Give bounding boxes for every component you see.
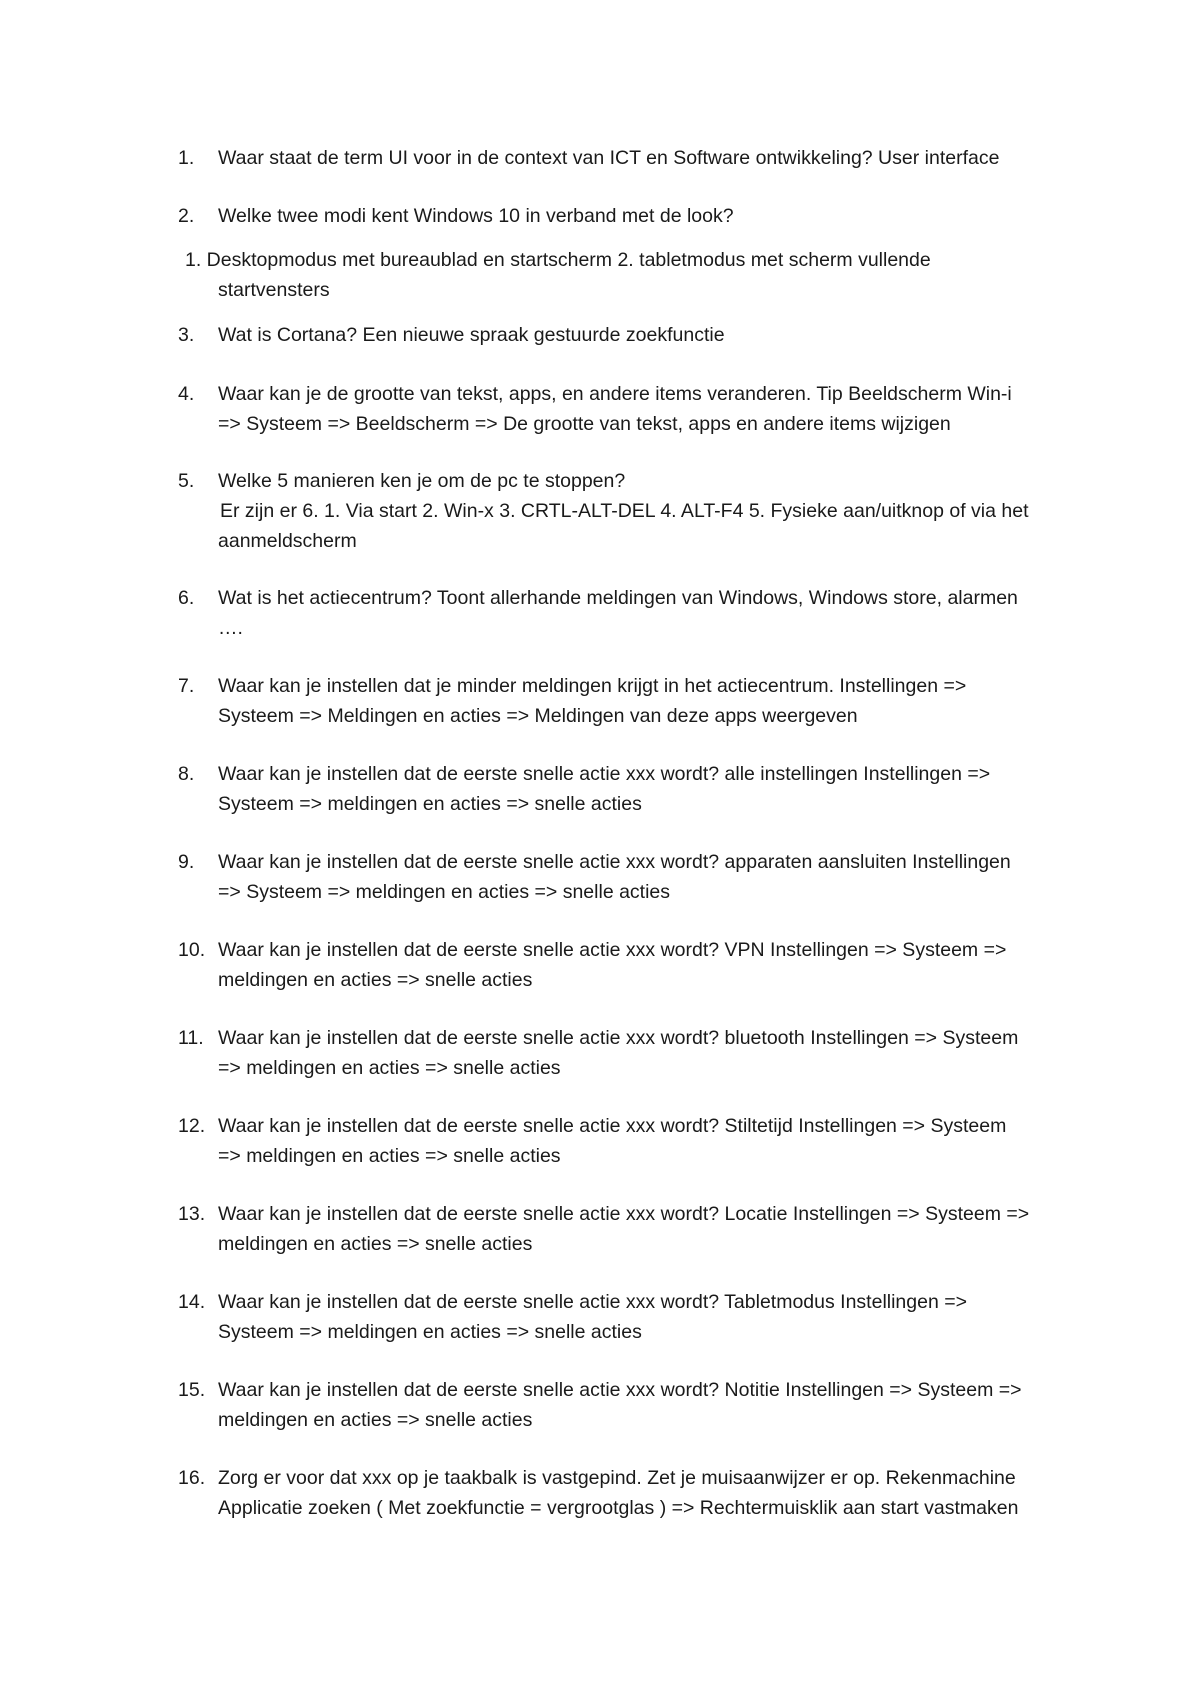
item-line: Systeem => meldingen en acties => snelle acties [218,1321,642,1343]
item-line: meldingen en acties => snelle acties [218,969,533,991]
item-number: 8. [178,763,195,785]
item-text [218,671,1068,731]
item-line: Systeem => Meldingen en acties => Meldingen van deze apps weergeven [218,705,858,727]
item-text [218,1023,1068,1083]
item-text [218,847,1068,907]
item-line: Waar staat de term UI voor in de context van ICT en Software ontwikkeling? User interface [218,147,1000,169]
item-line: Waar kan je instellen dat de eerste snelle actie xxx wordt? apparaten aansluiten Instellingen [218,851,1011,873]
item-line: Applicatie zoeken ( Met zoekfunctie = vergrootglas ) => Rechtermuisklik aan start vastmaken [218,1497,1019,1519]
item-line: Waar kan je instellen dat je minder meldingen krijgt in het actiecentrum. Instellingen => [218,675,967,697]
item-text [218,143,1068,173]
item-text [218,1463,1068,1523]
item-number: 12. [178,1115,206,1137]
item-line: Welke 5 manieren ken je om de pc te stoppen? [218,470,626,492]
item-text [218,320,1068,350]
item-line: Systeem => meldingen en acties => snelle acties [218,793,642,815]
item-line: => meldingen en acties => snelle acties [218,1145,561,1167]
item-number: 11. [178,1027,204,1049]
item-number: 3. [178,324,195,346]
item-number: 1. [178,147,195,169]
item-number: 10. [178,939,206,961]
item-text [218,1199,1068,1259]
item-line: …. [218,617,243,639]
item-line: aanmeldscherm [218,530,357,552]
item-text [218,201,1068,231]
item-text [218,759,1068,819]
item-line: => Systeem => meldingen en acties => snelle acties [218,881,671,903]
item-number: 5. [178,470,195,492]
item-line: Waar kan je instellen dat de eerste snelle actie xxx wordt? Tabletmodus Instellingen => [218,1291,968,1313]
item-number: 16. [178,1467,206,1489]
item-text [218,935,1068,995]
item-line: Waar kan je instellen dat de eerste snelle actie xxx wordt? Notitie Instellingen => Systeem => [218,1379,1022,1401]
item-line: Waar kan je instellen dat de eerste snelle actie xxx wordt? bluetooth Instellingen => Systeem [218,1027,1019,1049]
item-number: 7. [178,675,195,697]
item-line: Welke twee modi kent Windows 10 in verband met de look? [218,205,734,227]
item-line: Waar kan je instellen dat de eerste snelle actie xxx wordt? VPN Instellingen => Systeem => [218,939,1007,961]
item-text [218,1287,1068,1347]
item-text [218,466,1068,556]
item-line: Wat is het actiecentrum? Toont allerhande meldingen van Windows, Windows store, alarmen [218,587,1018,609]
item-number: 14. [178,1291,206,1313]
item-number: 4. [178,383,195,405]
item-line: Waar kan je instellen dat de eerste snelle actie xxx wordt? Stiltetijd Instellingen => Systeem [218,1115,1007,1137]
item-line: Waar kan je instellen dat de eerste snelle actie xxx wordt? Locatie Instellingen => Systeem => [218,1203,1030,1225]
item-number: 13. [178,1203,206,1225]
item-line: Wat is Cortana? Een nieuwe spraak gestuurde zoekfunctie [218,324,725,346]
item-line: Er zijn er 6. 1. Via start 2. Win-x 3. CRTL-ALT-DEL 4. ALT-F4 5. Fysieke aan/uitknop of via het [220,500,1029,522]
item-line: Zorg er voor dat xxx op je taakbalk is vastgepind. Zet je muisaanwijzer er op. Rekenmachine [218,1467,1016,1489]
answer-2 [185,245,1085,305]
item-number: 2. [178,205,195,227]
item-line: Waar kan je instellen dat de eerste snelle actie xxx wordt? alle instellingen Instellingen => [218,763,991,785]
item-text [218,583,1068,643]
item-text [218,1375,1068,1435]
item-number: 6. [178,587,195,609]
item-line: => Systeem => Beeldscherm => De grootte van tekst, apps en andere items wijzigen [218,413,951,435]
item-line: => meldingen en acties => snelle acties [218,1057,561,1079]
item-number: 9. [178,851,195,873]
item-line: meldingen en acties => snelle acties [218,1409,533,1431]
item-text [218,379,1068,439]
item-text [218,1111,1068,1171]
answer-line: startvensters [218,279,330,301]
item-line: Waar kan je de grootte van tekst, apps, en andere items veranderen. Tip Beeldscherm Win-i [218,383,1012,405]
answer-line: 1. Desktopmodus met bureaublad en startscherm 2. tabletmodus met scherm vullende [185,249,931,271]
item-number: 15. [178,1379,206,1401]
item-line: meldingen en acties => snelle acties [218,1233,533,1255]
